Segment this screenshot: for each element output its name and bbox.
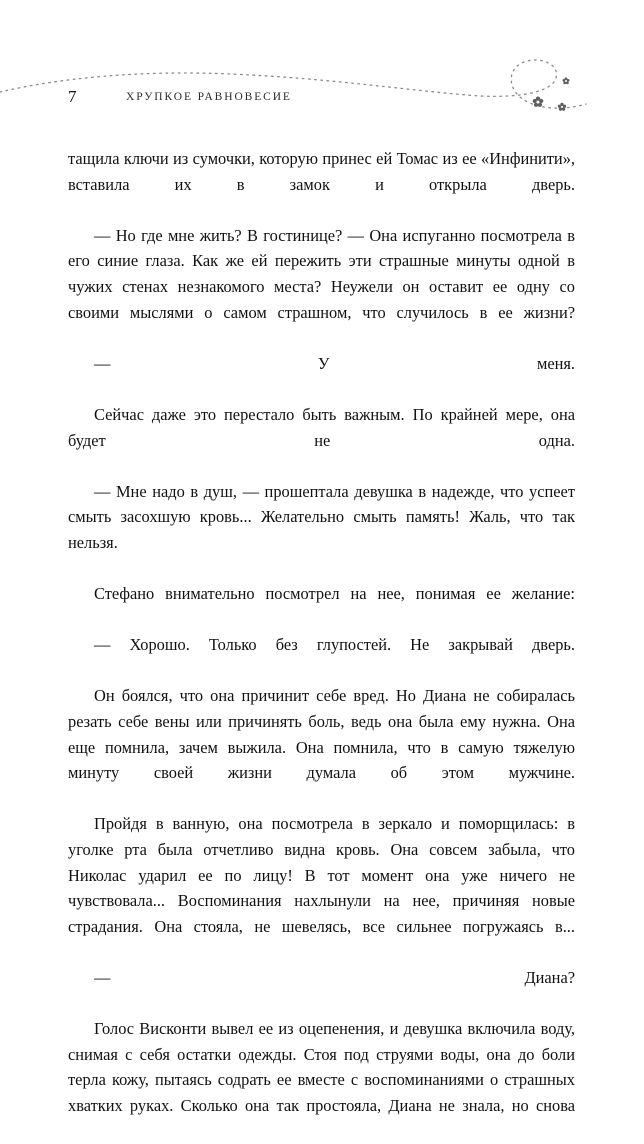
paragraph: Стефано внимательно посмотрел на нее, понимая ее желание: <box>94 584 575 604</box>
paragraph: тащила ключи из сумочки, которую принес ей Томас из ее «Инфинити», вставила их в замок и открыла дверь. <box>68 149 575 194</box>
paragraph: — У меня. <box>94 353 575 373</box>
paragraph: — Но где мне жить? В гостинице? — Она испуганно посмотрела в его синие глаза. Как же ей пережить эти страшные минуты одной в чужих стенах незнакомого места? Неужели он оставит ее одну со своими мыслями о самом страшном, что случилось в ее жизни? <box>68 225 575 322</box>
body-text <box>68 146 575 1144</box>
paragraph: — Диана? <box>94 968 575 987</box>
paragraph: Сейчас даже это перестало быть важным. По крайней мере, она будет не одна. <box>68 404 575 450</box>
running-title: ХРУПКОЕ РАВНОВЕСИЕ <box>126 91 292 103</box>
paragraph: — Мне надо в душ, — прошептала девушка в надежде, что успеет смыть засохшую кровь... Желательно смыть память! Жаль, что так нельзя. <box>68 481 575 552</box>
paragraph: Голос Висконти вывел ее из оцепенения, и девушка включила воду, снимая с себя остатки одежды. Стоя под струями воды, она до боли терла кожу, пытаясь содрать ее вместе с воспоминаниями о страшных хватких руках. Сколько она так простояла, Диана не знала, но снова <box>68 1019 575 1115</box>
running-head <box>68 86 568 108</box>
paragraph: — Хорошо. Только без глупостей. Не закрывай дверь. <box>94 635 575 655</box>
paragraph: Пройдя в ванную, она посмотрела в зеркало и поморщилась: в уголке рта была отчетливо видна кровь. Она совсем забыла, что Николас ударил ее по лицу! В тот момент она уже ничего не чувствовала... Воспоминания нахлынули на нее, причиняя новые страдания. Она стояла, не шевелясь, все сильнее погружаясь в... <box>68 814 575 936</box>
paragraph: Он боялся, что она причинит себе вред. Но Диана не собиралась резать себе вены или причинять боль, ведь она была ему нужна. Она еще помнила, зачем выжила. Она помнила, что в самую тяжелую минуту своей жизни думала об этом мужчине. <box>68 686 575 783</box>
page-number: 7 <box>68 87 77 106</box>
